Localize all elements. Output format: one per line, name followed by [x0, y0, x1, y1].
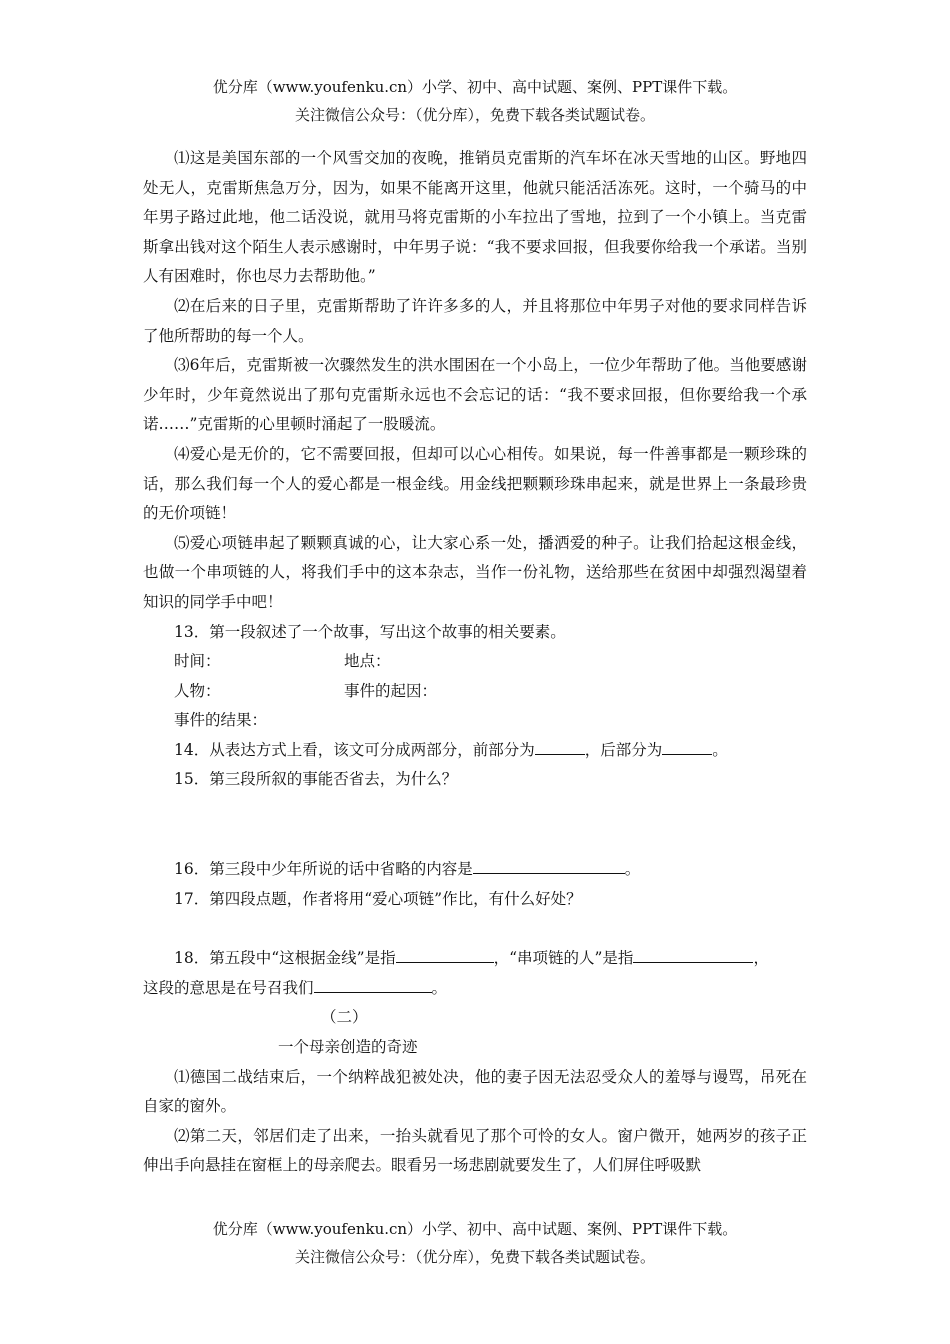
question-15: 15．第三段所叙的事能否省去，为什么？: [174, 770, 458, 789]
q16-text-a: 16．第三段中少年所说的话中省略的内容是: [174, 860, 473, 879]
passage1-paragraph-2: ⑵在后来的日子里，克雷斯帮助了许许多多的人，并且将那位中年男子对他的要求同样告诉了他所帮助的每一个人。: [143, 296, 807, 345]
header-line-1: 优分库（www.youfenku.cn）小学、初中、高中试题、案例、PPT课件下载。: [212, 78, 738, 96]
question-14: [143, 736, 807, 766]
q18-blank-2[interactable]: [633, 944, 753, 963]
q13-place-label: 地点：: [344, 652, 391, 671]
footer-line-1: 优分库（www.youfenku.cn）小学、初中、高中试题、案例、PPT课件下载。: [212, 1220, 738, 1238]
q18-blank-1[interactable]: [396, 944, 494, 963]
q13-time-label: 时间：: [174, 652, 221, 671]
question-18: [143, 944, 807, 974]
footer-line-2: 关注微信公众号：（优分库），免费下载各类试题试卷。: [294, 1248, 655, 1266]
q14-text-c: 。: [712, 740, 728, 759]
passage1-paragraph-4: ⑷爱心是无价的，它不需要回报，但却可以心心相传。如果说，每一件善事都是一颗珍珠的话，那么我们每一个人的爱心都是一根金线。用金线把颗颗珍珠串起来，就是世界上一条最珍贵的无价项链！: [143, 444, 807, 523]
passage2-title: 一个母亲创造的奇迹: [278, 1038, 418, 1057]
q13-cause-label: 事件的起因：: [344, 681, 438, 700]
header-line-2: 关注微信公众号：（优分库），免费下载各类试题试卷。: [294, 106, 655, 124]
q18-blank-3[interactable]: [314, 974, 432, 993]
section-2-label: （二）: [321, 1008, 368, 1027]
q15-answer-space[interactable]: [143, 795, 807, 855]
q18-text-a: 18．第五段中“这根据金线”是指: [174, 949, 396, 968]
q18-text-d: 这段的意思是在号召我们: [143, 978, 314, 997]
passage1-paragraph-5: ⑸爱心项链串起了颗颗真诚的心，让大家心系一处，播洒爱的种子。让我们拾起这根金线，也做一个串项链的人，将我们手中的这本杂志，当作一份礼物，送给那些在贫困中却强烈渴望着知识的同学手中吧！: [143, 533, 807, 611]
q13-row-time-place: [143, 647, 807, 677]
q18-text-b: ，“串项链的人”是指: [493, 949, 634, 968]
q13-person-label: 人物：: [174, 681, 221, 700]
question-18-line-2: [143, 974, 807, 1004]
q16-blank[interactable]: [473, 855, 625, 874]
passage1-paragraph-1: ⑴这是美国东部的一个风雪交加的夜晚，推销员克雷斯的汽车坏在冰天雪地的山区。野地四处无人，克雷斯焦急万分，因为，如果不能离开这里，他就只能活活冻死。这时，一个骑马的中年男子路过此地，他二话没说，就用马将克雷斯的小车拉出了雪地，拉到了一个小镇上。当克雷斯拿出钱对这个陌生人表示感谢时，中年男子说：“我不要求回报，但我要你给我一个承诺。当别人有困难时，你也尽力去帮助他。”: [143, 149, 807, 286]
q14-text-a: 14．从表达方式上看，该文可分成两部分，前部分为: [174, 740, 535, 759]
q13-result-label: 事件的结果：: [174, 711, 268, 730]
passage2-paragraph-2: ⑵第二天，邻居们走了出来，一抬头就看见了那个可怜的女人。窗户微开，她两岁的孩子正伸出手向悬挂在窗框上的母亲爬去。眼看另一场悲剧就要发生了，人们屏住呼吸默: [143, 1126, 807, 1175]
question-16: [143, 855, 807, 885]
q13-row-person-cause: [143, 677, 807, 707]
question-13: 13．第一段叙述了一个故事，写出这个故事的相关要素。: [174, 622, 566, 641]
q18-text-e: 。: [431, 978, 448, 997]
q18-text-c: ，: [753, 949, 769, 968]
question-17: 17．第四段点题，作者将用“爱心项链”作比，有什么好处？: [174, 889, 582, 908]
q14-blank-2[interactable]: [662, 736, 712, 755]
passage2-paragraph-1: ⑴德国二战结束后，一个纳粹战犯被处决，他的妻子因无法忍受众人的羞辱与谩骂，吊死在自家的窗外。: [143, 1067, 807, 1116]
q14-text-b: ，后部分为: [584, 740, 663, 759]
q17-answer-space[interactable]: [143, 914, 807, 944]
q16-text-b: 。: [624, 860, 641, 879]
passage1-paragraph-3: ⑶6年后，克雷斯被一次骤然发生的洪水围困在一个小岛上，一位少年帮助了他。当他要感谢少年时，少年竟然说出了那句克雷斯永远也不会忘记的话：“我不要求回报，但你要给我一个承诺……”克雷斯的心里顿时涌起了一股暖流。: [143, 356, 807, 434]
q14-blank-1[interactable]: [535, 736, 585, 755]
document-body: [143, 144, 807, 1181]
